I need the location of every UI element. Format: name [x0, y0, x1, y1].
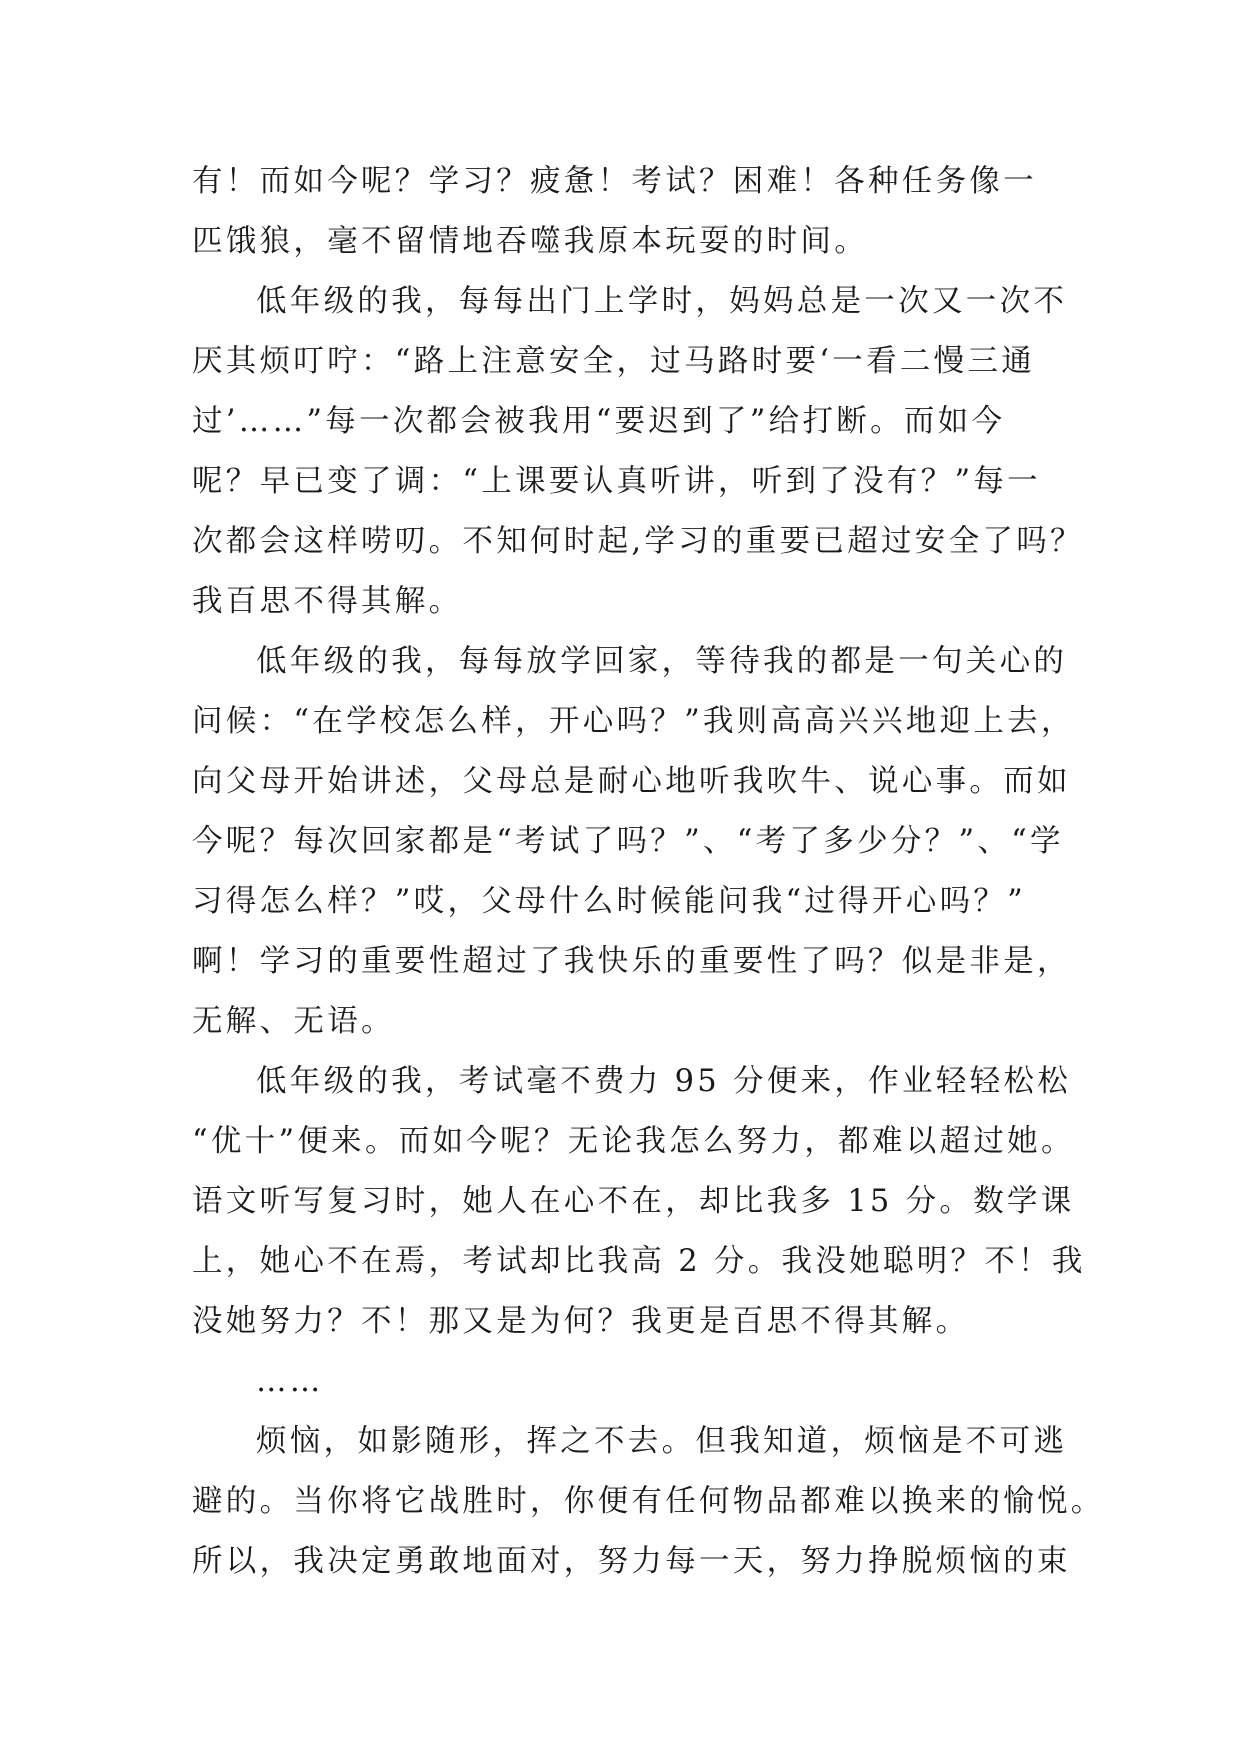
- text-line: “优十”便来。而如今呢？无论我怎么努力，都难以超过她。: [192, 1124, 1075, 1159]
- text-line: 过’……”每一次都会被我用“要迟到了”给打断。而如今: [192, 404, 1006, 439]
- text-line: 次都会这样唠叨。不知何时起,学习的重要已超过安全了吗？: [192, 524, 1084, 559]
- text-line: 习得怎么样？”哎，父母什么时候能问我“过得开心吗？”: [192, 884, 1027, 919]
- text-line: 啊！学习的重要性超过了我快乐的重要性了吗？似是非是，: [192, 944, 1071, 979]
- text-line: ……: [256, 1364, 324, 1399]
- text-line: 今呢？每次回家都是“考试了吗？”、“考了多少分？”、“学: [192, 824, 1064, 859]
- text-line: 没她努力？不！那又是为何？我更是百思不得其解。: [192, 1304, 970, 1339]
- text-line: 所以，我决定勇敢地面对，努力每一天，努力挣脱烦恼的束: [192, 1544, 1071, 1579]
- text-line: 问候：“在学校怎么样，开心吗？”我则高高兴兴地迎上去，: [192, 704, 1075, 739]
- text-line: 有！而如今呢？学习？疲惫！考试？困难！各种任务像一: [192, 164, 1037, 199]
- text-line: 我百思不得其解。: [192, 584, 463, 619]
- text-line: 语文听写复习时，她人在心不在，却比我多 15 分。数学课: [192, 1184, 1075, 1219]
- text-line: 低年级的我，每每放学回家，等待我的都是一句关心的: [256, 644, 1068, 679]
- essay-body: [192, 152, 1105, 1592]
- text-line: 匹饿狼，毫不留情地吞噬我原本玩耍的时间。: [192, 224, 868, 259]
- text-line: 向父母开始讲述，父母总是耐心地听我吹牛、说心事。而如: [192, 764, 1071, 799]
- text-line: 低年级的我，考试毫不费力 95 分便来，作业轻轻松松: [256, 1064, 1071, 1099]
- text-line: 上，她心不在焉，考试却比我高 2 分。我没她聪明？不！我: [192, 1244, 1086, 1279]
- text-line: 呢？早已变了调：“上课要认真听讲，听到了没有？”每一: [192, 464, 1041, 499]
- text-line: 避的。当你将它战胜时，你便有任何物品都难以换来的愉悦。: [192, 1484, 1105, 1519]
- text-line: 低年级的我，每每出门上学时，妈妈总是一次又一次不: [256, 284, 1068, 319]
- text-line: 厌其烦叮咛：“路上注意安全，过马路时要‘一看二慢三通: [192, 344, 1036, 379]
- text-line: 烦恼，如影随形，挥之不去。但我知道，烦恼是不可逃: [256, 1424, 1068, 1459]
- text-line: 无解、无语。: [192, 1004, 395, 1039]
